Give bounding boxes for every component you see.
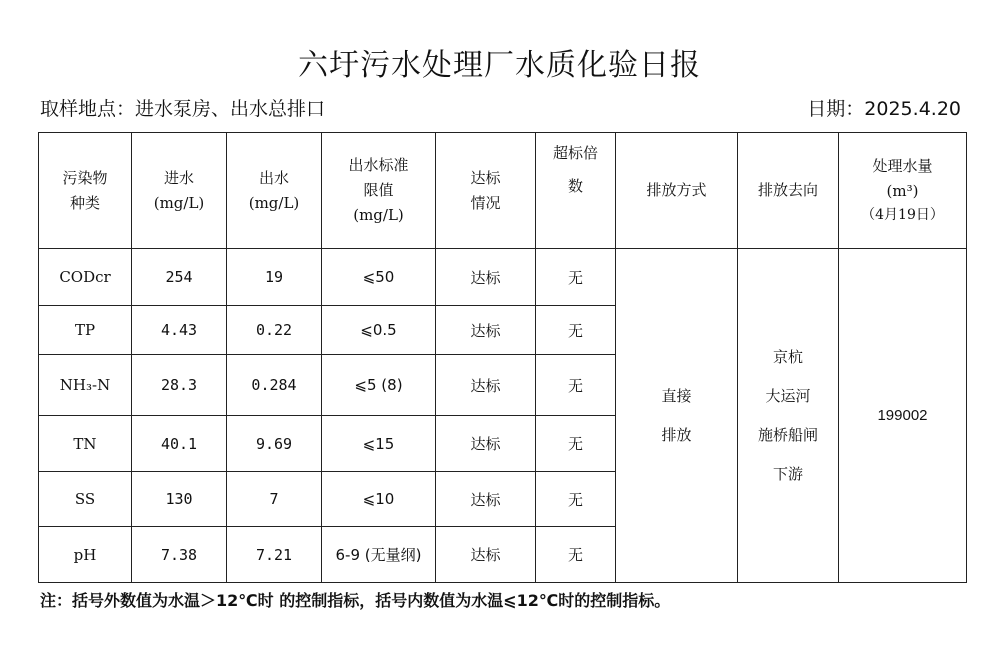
- exceed-cell: 无: [536, 306, 616, 355]
- pollutant-cell: TP: [39, 306, 132, 355]
- header-treated-volume: 处理水量 (m³) （4月19日）: [839, 133, 967, 249]
- exceed-cell: 无: [536, 416, 616, 472]
- header-exceed-multiple: 超标倍 数: [536, 133, 616, 249]
- pollutant-cell: TN: [39, 416, 132, 472]
- influent-cell: 28.3: [132, 355, 227, 416]
- exceed-cell: 无: [536, 249, 616, 306]
- report-date: 日期：2025.4.20: [807, 98, 961, 120]
- pollutant-cell: pH: [39, 527, 132, 583]
- header-discharge-destination: 排放去向: [738, 133, 839, 249]
- status-cell: 达标: [436, 527, 536, 583]
- sample-location: 取样地点：进水泵房、出水总排口: [40, 98, 326, 120]
- status-cell: 达标: [436, 306, 536, 355]
- standard-cell: 6-9 (无量纲): [322, 527, 436, 583]
- effluent-cell: 0.284: [227, 355, 322, 416]
- pollutant-cell: CODcr: [39, 249, 132, 306]
- header-effluent: 出水 (mg/L): [227, 133, 322, 249]
- status-cell: 达标: [436, 355, 536, 416]
- discharge-destination-cell: 京杭 大运河 施桥船闸 下游: [738, 249, 839, 583]
- pollutant-cell: SS: [39, 472, 132, 527]
- status-cell: 达标: [436, 472, 536, 527]
- standard-cell: ⩽10: [322, 472, 436, 527]
- pollutant-cell: NH₃-N: [39, 355, 132, 416]
- status-cell: 达标: [436, 249, 536, 306]
- standard-cell: ⩽50: [322, 249, 436, 306]
- footnote: 注：括号外数值为水温＞12℃时 的控制指标，括号内数值为水温⩽12℃时的控制指标。: [40, 591, 671, 610]
- treated-volume-cell: 199002: [839, 249, 967, 583]
- header-pollutant: 污染物 种类: [39, 133, 132, 249]
- header-compliance: 达标 情况: [436, 133, 536, 249]
- standard-cell: ⩽0.5: [322, 306, 436, 355]
- header-discharge-method: 排放方式: [616, 133, 738, 249]
- effluent-cell: 0.22: [227, 306, 322, 355]
- influent-cell: 4.43: [132, 306, 227, 355]
- standard-cell: ⩽5 (8): [322, 355, 436, 416]
- influent-cell: 40.1: [132, 416, 227, 472]
- effluent-cell: 7.21: [227, 527, 322, 583]
- table-row: [39, 249, 967, 306]
- effluent-cell: 9.69: [227, 416, 322, 472]
- exceed-cell: 无: [536, 355, 616, 416]
- header-row: [39, 133, 967, 249]
- effluent-cell: 19: [227, 249, 322, 306]
- status-cell: 达标: [436, 416, 536, 472]
- header-influent: 进水 (mg/L): [132, 133, 227, 249]
- influent-cell: 254: [132, 249, 227, 306]
- influent-cell: 7.38: [132, 527, 227, 583]
- effluent-cell: 7: [227, 472, 322, 527]
- exceed-cell: 无: [536, 527, 616, 583]
- report-title: 六圩污水处理厂水质化验日报: [298, 48, 701, 83]
- standard-cell: ⩽15: [322, 416, 436, 472]
- header-standard-limit: 出水标准 限值 (mg/L): [322, 133, 436, 249]
- exceed-cell: 无: [536, 472, 616, 527]
- influent-cell: 130: [132, 472, 227, 527]
- discharge-method-cell: 直接 排放: [616, 249, 738, 583]
- water-quality-table: [38, 132, 967, 583]
